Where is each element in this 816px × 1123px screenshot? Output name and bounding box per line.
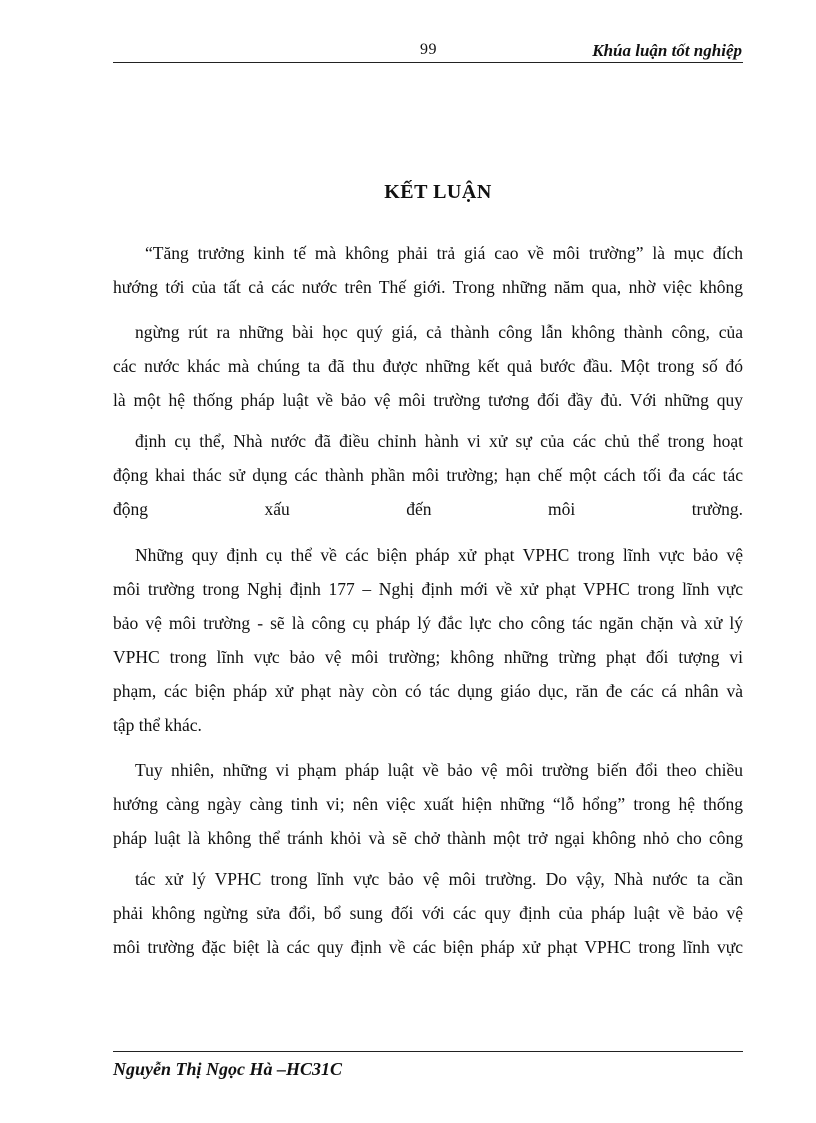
text-line: tập thể khác. xyxy=(113,715,202,735)
header-divider xyxy=(113,62,743,63)
text-line: “Tăng trưởng kinh tế mà không phải trả giá cao về môi trường” là mục đích xyxy=(145,243,743,263)
text-line: Tuy nhiên, những vi phạm pháp luật về bảo vệ môi trường biến đổi theo chiều xyxy=(135,760,743,780)
text-line: là một hệ thống pháp luật về bảo vệ môi trường tương đối đầy đủ. Với những quy xyxy=(113,390,743,410)
text-line: VPHC trong lĩnh vực bảo vệ môi trường; không những trừng phạt đối tượng vi xyxy=(113,647,743,667)
text-line: pháp luật là không thể tránh khỏi và sẽ chở thành một trở ngại không nhỏ cho công xyxy=(113,828,743,848)
text-line: định cụ thể, Nhà nước đã điều chỉnh hành vi xử sự của các chủ thể trong hoạt xyxy=(135,431,743,451)
text-line: động khai thác sử dụng các thành phần môi trường; hạn chế một cách tối đa các tác xyxy=(113,465,743,485)
text-line: môi trường trong Nghị định 177 – Nghị định mới về xử phạt VPHC trong lĩnh vực xyxy=(113,579,743,599)
text-line: Những quy định cụ thể về các biện pháp xử phạt VPHC trong lĩnh vực bảo vệ xyxy=(135,545,743,565)
text-line: phạm, các biện pháp xử phạt này còn có tác dụng giáo dục, răn đe các cá nhân và xyxy=(113,681,743,701)
header-title: Khúa luận tốt nghiệp xyxy=(592,41,742,60)
text-line: phải không ngừng sửa đổi, bổ sung đối với các quy định của pháp luật về bảo vệ xyxy=(113,903,743,923)
section-heading: KẾT LUẬN xyxy=(384,181,492,203)
text-line: tác xử lý VPHC trong lĩnh vực bảo vệ môi trường. Do vậy, Nhà nước ta cần xyxy=(135,869,743,889)
text-line: các nước khác mà chúng ta đã thu được những kết quả bước đầu. Một trong số đó xyxy=(113,356,743,376)
text-line: hướng càng ngày càng tinh vi; nên việc xuất hiện những “lỗ hổng” trong hệ thống xyxy=(113,794,743,814)
text-line: ngừng rút ra những bài học quý giá, cả thành công lẫn không thành công, của xyxy=(135,322,743,342)
footer-divider xyxy=(113,1051,743,1052)
text-line: hướng tới của tất cả các nước trên Thế giới. Trong những năm qua, nhờ việc không xyxy=(113,277,743,297)
text-line: động xấu đến môi trường. xyxy=(113,499,743,519)
footer-author: Nguyễn Thị Ngọc Hà –HC31C xyxy=(113,1059,343,1079)
text-line: bảo vệ môi trường - sẽ là công cụ pháp lý đắc lực cho công tác ngăn chặn và xử lý xyxy=(113,613,743,633)
page-number: 99 xyxy=(420,41,437,58)
text-line: môi trường đặc biệt là các quy định về các biện pháp xử phạt VPHC trong lĩnh vực xyxy=(113,937,743,957)
